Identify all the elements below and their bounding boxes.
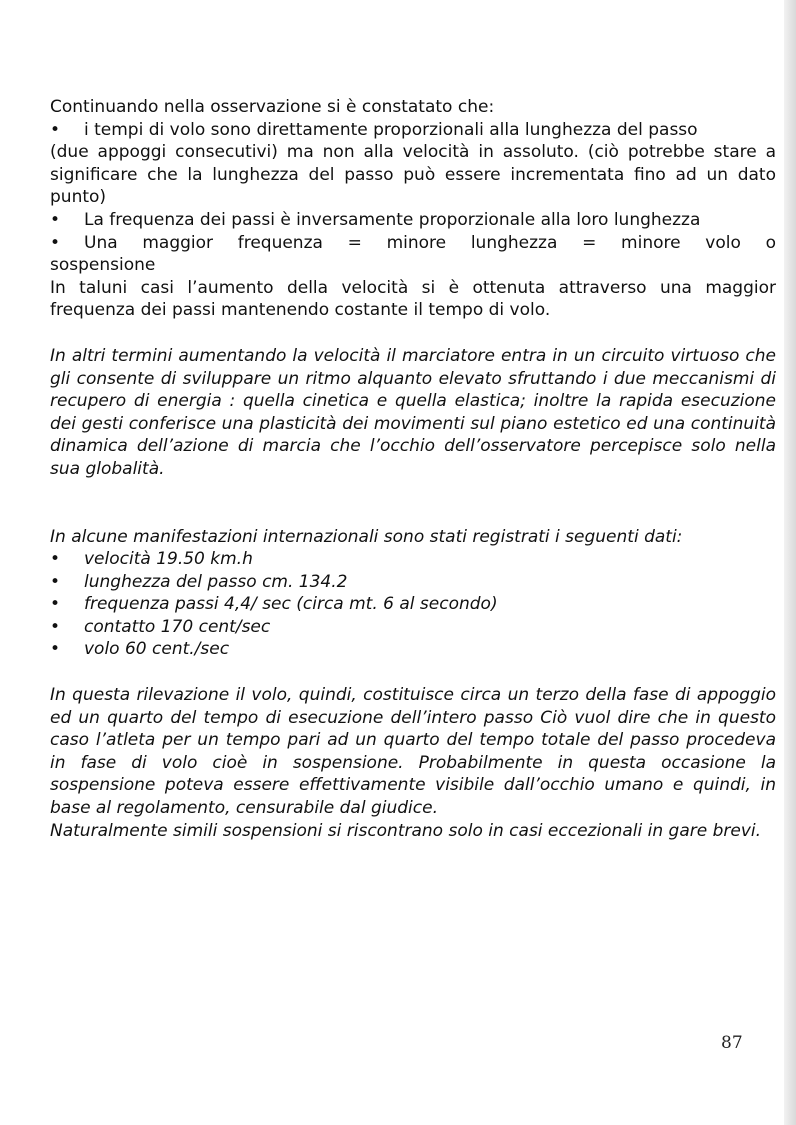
bullet2-text: La frequenza dei passi è inversamente proporzionale alla loro lunghezza — [84, 209, 701, 230]
list-item — [50, 232, 776, 255]
data-list — [50, 548, 776, 661]
bullet-icon: • — [50, 549, 61, 570]
page-edge-shadow — [784, 0, 796, 1125]
bullet-icon: • — [50, 594, 61, 615]
document-body — [50, 96, 776, 842]
bullet-icon: • — [50, 639, 61, 660]
list-item — [50, 119, 776, 142]
list-item — [50, 638, 776, 661]
bullet-icon: • — [50, 571, 61, 592]
bullet3-first-line: Una maggior frequenza = minore lunghezza = minore volo o — [84, 232, 776, 253]
bullet1-first-line: i tempi di volo sono direttamente proporzionali alla lunghezza del passo — [84, 119, 698, 140]
section1-intro: Continuando nella osservazione si è constatato che: — [50, 97, 495, 117]
list-item — [50, 571, 776, 594]
list-item — [50, 548, 776, 571]
bullet-icon: • — [50, 232, 61, 253]
section4-paragraph: In questa rilevazione il volo, quindi, costituisce circa un terzo della fase di appoggio ed un quarto del tempo di esecuzione dell’intero passo Ciò vuol dire che in questo caso l’atleta per un tempo pari ad un quarto del tempo totale del passo procedeva in fase di volo cioè in sospensione. Probabilmente in questa occasione la sospensione poteva essere effettivamente visibile dall’occhio umano e quindi, in base al regolamento, censurabile dal giudice. — [50, 685, 776, 819]
data-item-speed: velocità 19.50 km.h — [84, 549, 253, 570]
bullet-icon: • — [50, 119, 61, 140]
data-item-frequency: frequenza passi 4,4/ sec (circa mt. 6 al secondo) — [84, 594, 498, 615]
bullet1-continuation: (due appoggi consecutivi) ma non alla velocità in assoluto. (ciò potrebbe stare a significare che la lunghezza del passo può essere incrementata fino ad un dato punto) — [50, 142, 776, 208]
list-item — [50, 616, 776, 639]
section3-intro: In alcune manifestazioni internazionali sono stati registrati i seguenti dati: — [50, 526, 683, 547]
section1-closing: In taluni casi l’aumento della velocità si è ottenuta attraverso una maggior frequenza dei passi mantenendo costante il tempo di volo. — [50, 277, 776, 321]
bullet-icon: • — [50, 209, 61, 230]
section4-closing: Naturalmente simili sospensioni si riscontrano solo in casi eccezionali in gare brevi. — [50, 820, 762, 841]
data-item-flight: volo 60 cent./sec — [84, 639, 230, 660]
bullet-icon: • — [50, 616, 61, 637]
data-item-contact: contatto 170 cent/sec — [84, 616, 271, 637]
section2-paragraph: In altri termini aumentando la velocità il marciatore entra in un circuito virtuoso che gli consente di sviluppare un ritmo alquanto elevato sfruttando i due meccanismi di recupero di energia : quella cinetica e quella elastica; inoltre la rapida esecuzione dei gesti conferisce una plasticità dei movimenti sul piano estetico ed una continuità dinamica dell’azione di marcia che l’occhio dell’osservatore percepisce solo nella sua globalità. — [50, 345, 776, 479]
data-item-step-length: lunghezza del passo cm. 134.2 — [84, 571, 348, 592]
list-item — [50, 209, 776, 232]
bullet3-continuation: sospensione — [50, 255, 156, 276]
list-item — [50, 593, 776, 616]
page-number: 87 — [721, 1033, 743, 1053]
